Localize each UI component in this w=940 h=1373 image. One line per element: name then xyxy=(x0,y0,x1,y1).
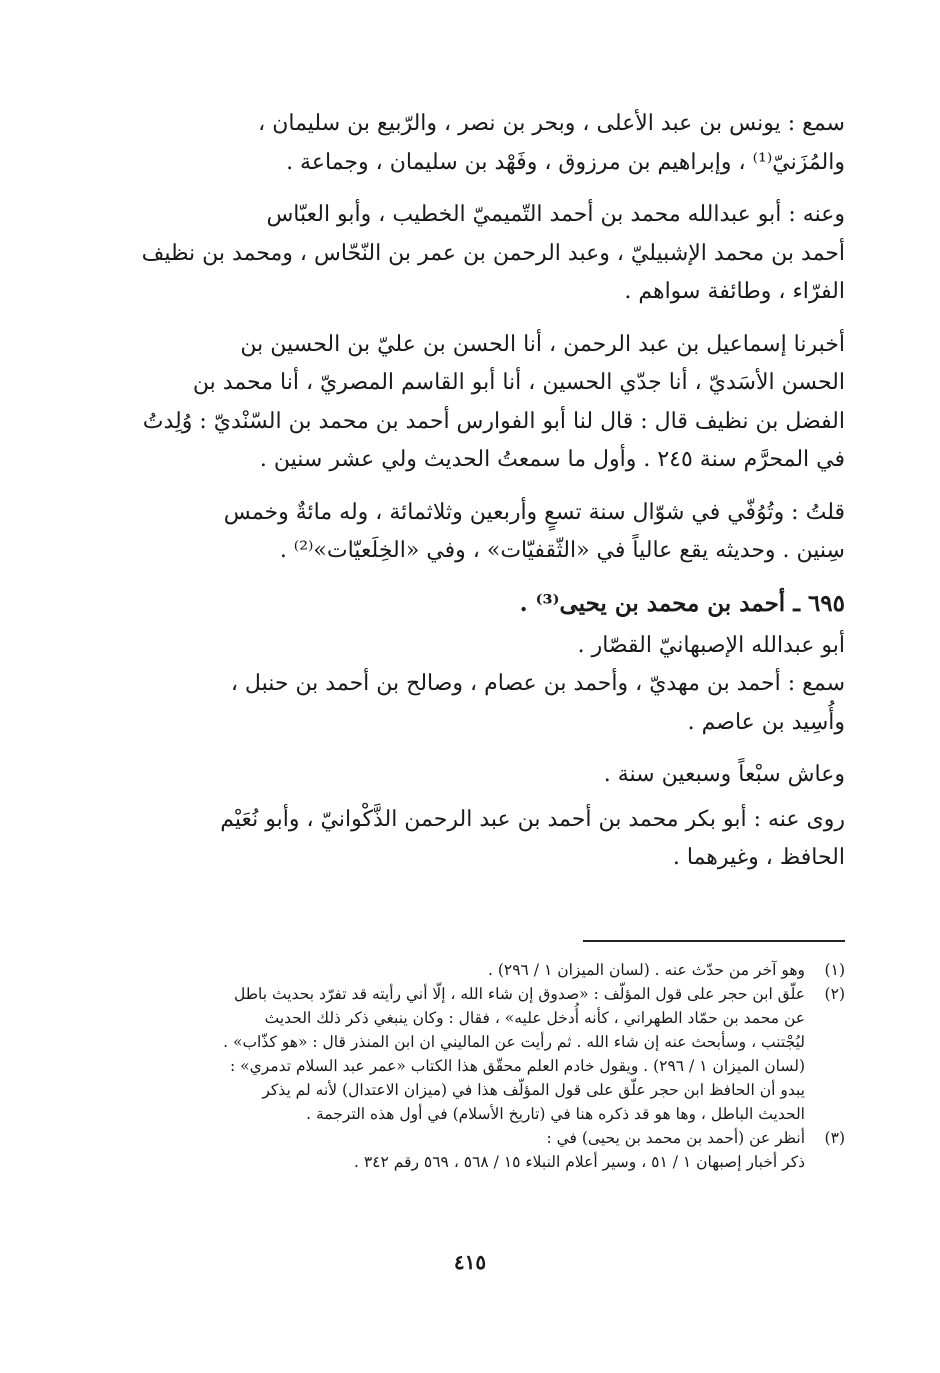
text-line: والمُزَنيّ⁽¹⁾ ، وإبراهيم بن مرزوق ، وفَهْد بن سليمان ، وجماعة . xyxy=(286,149,845,175)
footnote-line: وهو آخر من حدّث عنه . (لسان الميزان ١ / ٢٩٦) . xyxy=(487,961,805,979)
text-line: سمع : أحمد بن مهديّ ، وأحمد بن عصام ، وصالح بن أحمد بن حنبل ، xyxy=(230,671,845,696)
text-line: سمع : يونس بن عبد الأعلى ، وبحر بن نصر ، والرّبيع بن سليمان ، xyxy=(258,111,845,136)
footnote-line: (لسان الميزان ١ / ٢٩٦) . ويقول خادم العلم محقّق هذا الكتاب «عمر عبد السلام تدمري» : xyxy=(229,1057,805,1075)
footnote-1 xyxy=(130,958,845,982)
footnote-line: يبدو أن الحافظ ابن حجر علّق على قول المؤلّف هذا في (ميزان الاعتدال) لأنه لم يذكر xyxy=(262,1081,805,1099)
entry-narrated-from-him xyxy=(130,801,845,878)
text-line: أحمد بن محمد الإشبيليّ ، وعبد الرحمن بن عمر بن النّحّاس ، ومحمد بن نظيف xyxy=(141,240,845,266)
paragraph-author-note xyxy=(130,494,845,571)
page-number: ٤١٥ xyxy=(453,1250,487,1274)
text-line: في المحرَّم سنة ٢٤٥ . وأول ما سمعتُ الحديث ولي عشر سنين . xyxy=(259,447,845,472)
footnotes xyxy=(130,958,845,1174)
footnote-divider xyxy=(583,940,845,942)
text-line: قلتُ : وتُوُفّي في شوّال سنة تسعٍ وأربعين وثلاثمائة ، وله مائةٌ وخمس xyxy=(223,499,845,525)
footnote-line: الحديث الباطل ، وها هو قد ذكره هنا في (تاريخ الأسلام) في أول هذه الترجمة . xyxy=(306,1105,805,1123)
footnote-number: (٣) xyxy=(824,1129,845,1147)
text-line: وأُسِيد بن عاصم . xyxy=(687,709,845,735)
footnote-line: عن محمد بن حمّاد الطهراني ، كأنه أُدخل عليه» ، فقال : وكان ينبغي ذكر ذلك الحديث xyxy=(264,1009,805,1027)
footnote-line: علّق ابن حجر على قول المؤلّف : «صدوق إن شاء الله ، إلّا أني رأيته قد تفرّد بحديث باطل xyxy=(233,985,805,1003)
entry-heard-from xyxy=(130,665,845,742)
text-line: الفرّاء ، وطائفة سواهم . xyxy=(624,279,845,304)
footnote-line: ذكر أخبار إصبهان ١ / ٥١ ، وسير أعلام النبلاء ١٥ / ٥٦٨ ، ٥٦٩ رقم ٣٤٢ . xyxy=(353,1153,805,1171)
text-line: وعاش سبْعاً وسبعين سنة . xyxy=(603,762,845,787)
footnote-2 xyxy=(130,982,845,1126)
footnote-3 xyxy=(130,1126,845,1174)
text-line: الحافظ ، وغيرهما . xyxy=(672,845,845,870)
entry-kunya xyxy=(130,627,845,666)
footnote-line: ليُجْتنب ، وسأبحث عنه إن شاء الله . ثم رأيت عن الماليني ان ابن المنذر قال : «هو كذّاب» . xyxy=(223,1033,805,1051)
footnote-line: أنظر عن (أحمد بن محمد بن يحيى) في : xyxy=(546,1129,805,1147)
footnote-number: (٢) xyxy=(824,985,845,1003)
paragraph-heard-from xyxy=(130,105,845,182)
text-line: روى عنه : أبو بكر محمد بن أحمد بن عبد الرحمن الذَّكْوانيّ ، وأبو نُعَيْم xyxy=(220,806,845,832)
entry-title: ٦٩٥ ـ أحمد بن محمد بن يحيى⁽³⁾ . xyxy=(519,589,845,617)
text-line: الحسن الأسَديّ ، أنا جدّي الحسين ، أنا أبو القاسم المصريّ ، أنا محمد بن xyxy=(192,370,845,395)
entry-lifespan xyxy=(130,756,845,795)
paragraph-isnad xyxy=(130,326,845,480)
text-line: الفضل بن نظيف قال : قال لنا أبو الفوارس أحمد بن محمد بن السّنْديّ : وُلِدتُ xyxy=(142,408,845,434)
text-line: أخبرنا إسماعيل بن عبد الرحمن ، أنا الحسن بن عليّ بن الحسين بن xyxy=(240,331,845,357)
paragraph-narrated-from-him xyxy=(130,196,845,312)
text-line: سِنين . وحديثه يقع عالياً في «الثّقفيّات» ، وفي «الخِلَعيّات»⁽²⁾ . xyxy=(279,538,845,563)
footnote-number: (١) xyxy=(824,961,845,979)
text-line: أبو عبدالله الإصبهانيّ القصّار . xyxy=(577,632,845,658)
text-line: وعنه : أبو عبدالله محمد بن أحمد التّميميّ الخطيب ، وأبو العبّاس xyxy=(266,202,845,227)
